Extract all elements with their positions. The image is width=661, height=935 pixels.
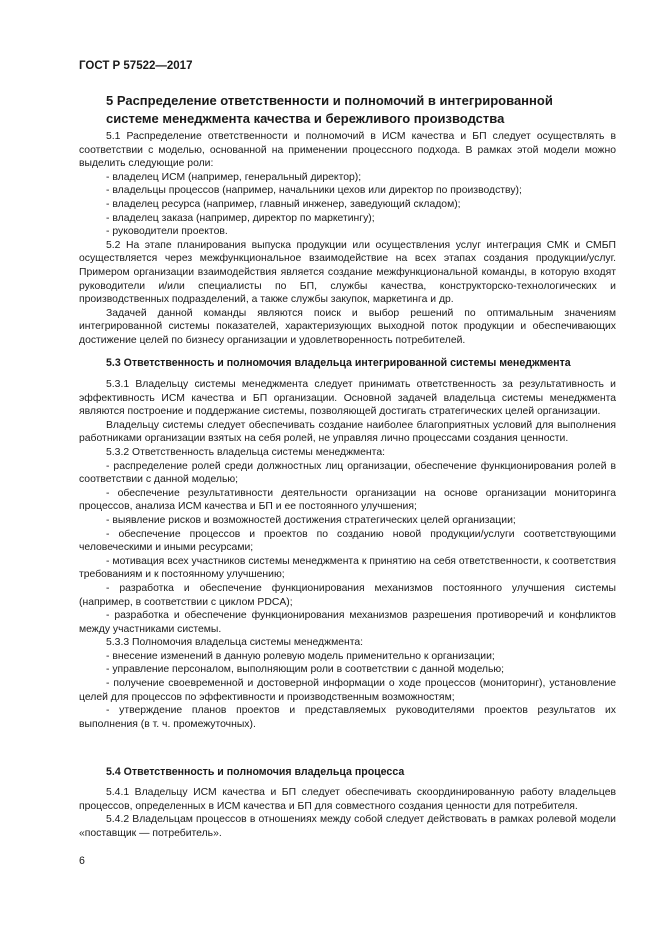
section-5-4-body bbox=[79, 786, 616, 840]
document-code: ГОСТ Р 57522—2017 bbox=[79, 60, 193, 72]
list-item: - владелец заказа (например, директор по маркетингу); bbox=[106, 212, 375, 224]
list-item: - распределение ролей среди должностных лиц организации, обеспечение функционирования ролей в соответствии с данной моделью; bbox=[79, 460, 616, 486]
list-item: - утверждение планов проектов и представляемых руководителями проектов результатов их выполнения (в т. ч. промежуточных). bbox=[79, 705, 616, 730]
list-item: - владелец ресурса (например, главный инженер, заведующий складом); bbox=[106, 198, 461, 210]
list-item: - мотивация всех участников системы менеджмента к принятию на себя ответственности, к соответствия требованиям и к постоянному улучшению; bbox=[79, 555, 616, 581]
section-5-3-body bbox=[79, 378, 616, 731]
paragraph-5-4-1: 5.4.1 Владельцу ИСМ качества и БП следует обеспечивать скоординированную работу владельцев процессов, определенных в ИСМ качества и БП для совместного создания ценности для потребителя. bbox=[79, 787, 616, 812]
paragraph: Задачей данной команды являются поиск и выбор решений по оптимальным значениям интегрированной системы показателей, характеризующих выходной поток продукции и обеспечивающих достижение целей по бизнесу организации и удовлетворенность потребителей. bbox=[79, 307, 616, 346]
list-item: - управление персоналом, выполняющим роли в соответствии с данной моделью; bbox=[106, 664, 505, 676]
page-number: 6 bbox=[79, 855, 85, 867]
list-item: - владелец ИСМ (например, генеральный директор); bbox=[106, 171, 362, 183]
section-5-4-title: 5.4 Ответственность и полномочия владельца процесса bbox=[106, 766, 405, 778]
paragraph-5-4-2: 5.4.2 Владельцам процессов в отношениях между собой следует действовать в рамках ролевой модели «поставщик — потребитель». bbox=[79, 814, 616, 839]
section-5-title-line1: 5 Распределение ответственности и полномочий в интегрированной bbox=[106, 93, 553, 108]
list-item: - владельцы процессов (например, начальники цехов или директор по производству); bbox=[106, 185, 522, 197]
section-5-title bbox=[106, 92, 586, 128]
paragraph-5-3-1: 5.3.1 Владельцу системы менеджмента следует принимать ответственность за результативность и эффективность ИСМ качества и БП организации. Основной задачей владельца системы менеджмента являются построение и поддержание системы, позволяющей достигать стратегических целей организации. bbox=[79, 379, 616, 418]
paragraph-5-2: 5.2 На этапе планирования выпуска продукции или осуществления услуг интеграция СМК и СМБП осуществляется через межфункциональное взаимодействие на всех этапах создания продукции/услуг. Примером организации взаимодействия является создание межфункциональной команды, в которую входят руководители и/или специалисты по БП, службы качества, конструкторско-технологических и производственных подразделений, а также службы закупок, маркетинга и др. bbox=[79, 239, 616, 306]
list-item: - разработка и обеспечение функционирования механизмов постоянного улучшения системы (например, в соответствии с циклом PDCA); bbox=[79, 582, 616, 608]
section-5-title-line2: системе менеджмента качества и бережливого производства bbox=[106, 111, 505, 126]
list-item: - получение своевременной и достоверной информации о ходе процессов (мониторинг), установление целей для процессов по эффективности и производственным возможностям; bbox=[79, 678, 616, 703]
list-item: - руководители проектов. bbox=[106, 226, 228, 238]
paragraph-5-3-2: 5.3.2 Ответственность владельца системы менеджмента: bbox=[106, 446, 385, 458]
paragraph-5-3-3: 5.3.3 Полномочия владельца системы менеджмента: bbox=[106, 637, 364, 649]
list-item: - выявление рисков и возможностей достижения стратегических целей организации; bbox=[106, 514, 516, 526]
section-5-body bbox=[79, 130, 616, 348]
paragraph-5-1: 5.1 Распределение ответственности и полномочий в ИСМ качества и БП следует осуществлять в соответствии с моделью, основанной на применении процессного подхода. В рамках этой модели можно выделить следующие роли: bbox=[79, 131, 616, 170]
section-5-3-title: 5.3 Ответственность и полномочия владельца интегрированной системы менеджмента bbox=[106, 357, 571, 369]
list-item: - обеспечение процессов и проектов по созданию новой продукции/услуги соответствующими человеческими и иными ресурсами; bbox=[79, 528, 616, 554]
paragraph: Владельцу системы следует обеспечивать создание наиболее благоприятных условий для выполнения работниками организации взятых на себя ролей, не управляя лично процессами создания ценности. bbox=[79, 419, 616, 445]
list-item: - разработка и обеспечение функционирования механизмов разрешения противоречий и конфликтов между участниками системы. bbox=[79, 610, 616, 635]
list-item: - обеспечение результативности деятельности организации на основе организации мониторинга процессов, анализа ИСМ качества и БП и ее постоянного улучшения; bbox=[79, 487, 616, 513]
list-item: - внесение изменений в данную ролевую модель применительно к организации; bbox=[106, 650, 495, 662]
